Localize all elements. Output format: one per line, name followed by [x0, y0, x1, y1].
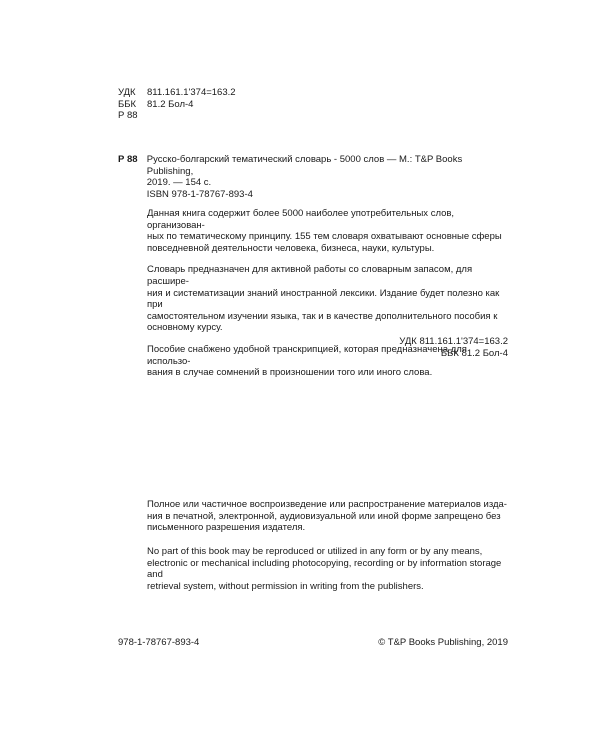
classification-right: [300, 336, 508, 359]
annotation-para-2-line-3: самостоятельном изучении языка, так и в качестве дополнительного пособия к: [147, 310, 498, 322]
rights-en-line-1: No part of this book may be reproduced or utilized in any form or by any means,: [147, 546, 483, 557]
footer-isbn: 978-1-78767-893-4: [118, 637, 200, 648]
classification-block: [118, 87, 236, 122]
udk-label: УДК: [118, 87, 136, 98]
rights-notice-en: [147, 546, 517, 592]
author-mark: Р 88: [118, 110, 138, 122]
annotation-para-1: [147, 208, 507, 254]
annotation-para-2: [147, 264, 507, 334]
rights-ru-line-1: Полное или частичное воспроизведение или распространение материалов изда-: [147, 499, 507, 510]
annotation-para-1-line-3: повседневной деятельности человека, бизнеса, науки, культуры.: [147, 242, 435, 254]
rights-notice-ru: [147, 499, 507, 534]
catalog-mark: Р 88: [118, 154, 138, 165]
rights-en-line-2: electronic or mechanical including photocopying, recording or by information storage and: [147, 557, 502, 581]
rights-ru-line-3: письменного разрешения издателя.: [147, 522, 306, 534]
annotation-para-3-line-2: вания в случае сомнений в произношении того или иного слова.: [147, 367, 433, 379]
udk-value: 811.161.1'374=163.2: [147, 87, 236, 98]
rights-en-line-3: retrieval system, without permission in writing from the publishers.: [147, 580, 424, 592]
catalog-line-2: 2019. — 154 с.: [146, 177, 212, 189]
bbk-label: ББК: [118, 98, 137, 110]
bbk-row: [118, 99, 236, 111]
udk-right: УДК 811.161.1'374=163.2: [399, 336, 508, 347]
udk-row: [118, 87, 236, 99]
bbk-right: ББК 81.2 Бол-4: [440, 347, 508, 359]
annotation-para-1-line-1: Данная книга содержит более 5000 наиболее употребительных слов, организован-: [147, 208, 455, 231]
bbk-value: 81.2 Бол-4: [147, 98, 194, 110]
catalog-entry: [118, 154, 508, 200]
annotation-para-2-line-4: основному курсу.: [147, 322, 223, 334]
annotation-para-3-line-1: Пособие снабжено удобной транскрипцией, которая предназначена для использо-: [147, 343, 467, 367]
annotation-para-1-line-2: ных по тематическому принципу. 155 тем словаря охватывают основные сферы: [147, 231, 502, 243]
rights-ru-line-2: ния в печатной, электронной, аудиовизуальной или иной форме запрещено без: [147, 510, 501, 522]
annotation-para-2-line-2: ния и систематизации знаний иностранной лексики. Издание будет полезно как при: [147, 287, 500, 311]
annotation-para-2-line-1: Словарь предназначен для активной работы со словарным запасом, для расшире-: [147, 264, 473, 287]
footer-copyright: © T&P Books Publishing, 2019: [378, 637, 508, 648]
catalog-line-1: Русско-болгарский тематический словарь - 5000 слов — М.: T&P Books Publishing,: [146, 154, 463, 177]
catalog-isbn: ISBN 978-1-78767-893-4: [146, 188, 253, 200]
